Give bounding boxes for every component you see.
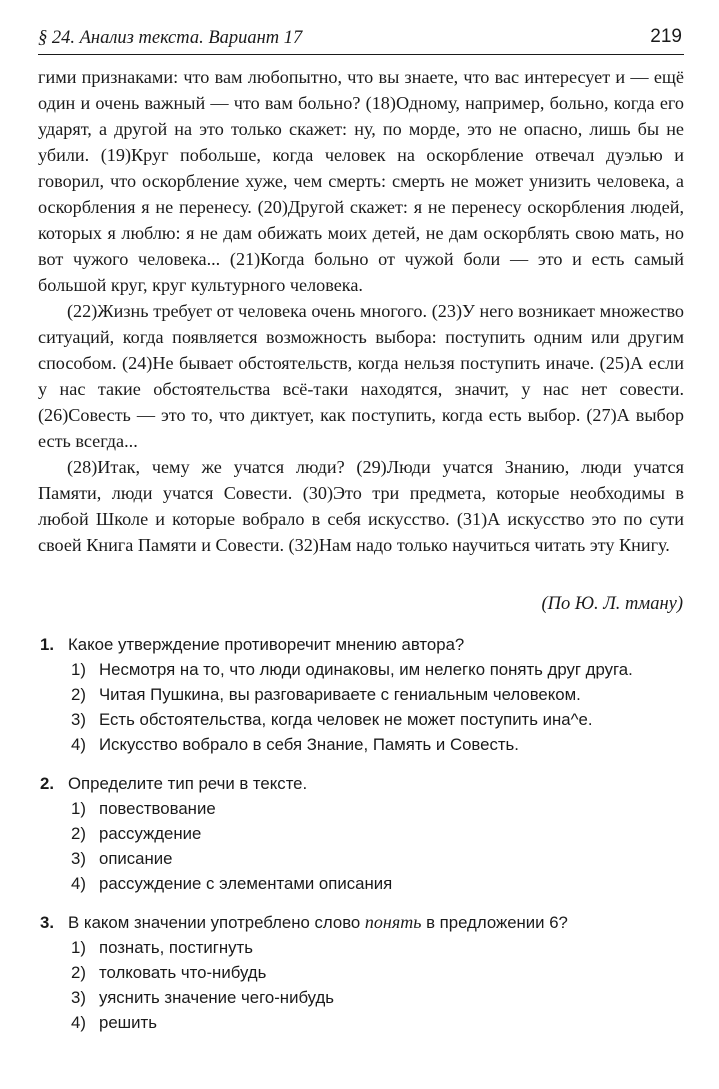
answer-option xyxy=(71,682,684,707)
answer-option xyxy=(71,871,684,896)
question xyxy=(40,632,684,757)
option-text: описание xyxy=(99,849,173,868)
option-text: повествование xyxy=(99,799,216,818)
reading-text xyxy=(38,64,684,558)
question-text xyxy=(68,910,684,935)
option-text: Несмотря на то, что люди одинаковы, им нелегко понять друг друга. xyxy=(99,660,633,679)
question-text-end: в предложении 6? xyxy=(421,913,568,932)
option-text: познать, постигнуть xyxy=(99,938,253,957)
answer-option xyxy=(71,1010,684,1035)
question-number: 2. xyxy=(40,774,54,793)
option-number: 2) xyxy=(71,685,86,704)
answer-option xyxy=(71,846,684,871)
option-number: 1) xyxy=(71,660,86,679)
question xyxy=(40,771,684,896)
answer-options xyxy=(40,657,684,757)
text-paragraph: гими признаками: что вам любопытно, что вы знаете, что вас интересует и — ещё один и очень важный — что вам больно? (18)Одному, например, больно, когда его ударят, а другой на это только скажет: ну, по морде, это не опасно, лишь бы не убили. (19)Круг побольше, когда человек на оскорбление отвечал дуэлью и говорил, что оскорбление хуже, чем смерть: смерть не может унизить человека, а оскорбления я не перенесу. (20)Другой скажет: я не перенесу оскорбления людей, которых я люблю: я не дам обижать моих детей, не дам оскорблять свою мать, но вот чужого человека... (21)Когда больно от чужой боли — это и есть самый большой круг, круг культурного человека. xyxy=(38,67,684,295)
option-text: Есть обстоятельства, когда человек не может поступить ина^е. xyxy=(99,710,593,729)
questions-list xyxy=(40,632,684,1049)
answer-option xyxy=(71,935,684,960)
option-text: рассуждение с элементами описания xyxy=(99,874,393,893)
question-number: 3. xyxy=(40,913,54,932)
option-text: Читая Пушкина, вы разговариваете с гениальным человеком. xyxy=(99,685,581,704)
option-text: уяснить значение чего-нибудь xyxy=(99,988,335,1007)
section-title: § 24. Анализ текста. Вариант 17 xyxy=(38,28,303,48)
option-number: 4) xyxy=(71,1013,86,1032)
question-text: Определите тип речи в тексте. xyxy=(68,774,308,793)
answer-options xyxy=(40,935,684,1035)
option-number: 1) xyxy=(71,938,86,957)
option-number: 3) xyxy=(71,710,86,729)
emphasized-word: понять xyxy=(364,912,422,932)
question-text: Какое утверждение противоречит мнению автора? xyxy=(68,635,465,654)
option-text: решить xyxy=(99,1013,157,1032)
answer-option xyxy=(71,657,684,682)
text-paragraph: (22)Жизнь требует от человека очень многого. (23)У него возникает множество ситуаций, когда появляется возможность выбора: поступить одним или другим способом. (24)Не бывает обстоятельств, когда нельзя поступить иначе. (25)А если у нас такие обстоятельства всё-таки находятся, значит, у нас нет совести. (26)Совесть — это то, что диктует, как поступить, когда есть выбор. (27)А выбор есть всегда... xyxy=(38,301,684,451)
page-number: 219 xyxy=(650,26,682,47)
option-number: 3) xyxy=(71,988,86,1007)
option-number: 1) xyxy=(71,799,86,818)
option-text: рассуждение xyxy=(99,824,202,843)
answer-option xyxy=(71,821,684,846)
option-text: Искусство вобрало в себя Знание, Память и Совесть. xyxy=(99,735,519,754)
option-number: 4) xyxy=(71,874,86,893)
option-number: 2) xyxy=(71,824,86,843)
question-number: 1. xyxy=(40,635,54,654)
answer-options xyxy=(40,796,684,896)
answer-option xyxy=(71,960,684,985)
answer-option xyxy=(71,796,684,821)
option-text: толковать что-нибудь xyxy=(99,963,267,982)
option-number: 3) xyxy=(71,849,86,868)
option-number: 2) xyxy=(71,963,86,982)
question-text-start: В каком значении употреблено слово xyxy=(68,913,365,932)
page-header xyxy=(38,22,684,55)
answer-option xyxy=(71,985,684,1010)
option-number: 4) xyxy=(71,735,86,754)
text-paragraph: (28)Итак, чему же учатся люди? (29)Люди учатся Знанию, люди учатся Памяти, люди учатся Совести. (30)Это три предмета, которые необходимы в любой Школе и которые вобрало в себя искусство. (31)А искусство это по сути своей Книга Памяти и Совести. (32)Нам надо только научиться читать эту Книгу. xyxy=(38,457,684,555)
question xyxy=(40,910,684,1035)
text-source: (По Ю. Л. тману) xyxy=(541,594,683,614)
answer-option xyxy=(71,707,684,732)
answer-option xyxy=(71,732,684,757)
